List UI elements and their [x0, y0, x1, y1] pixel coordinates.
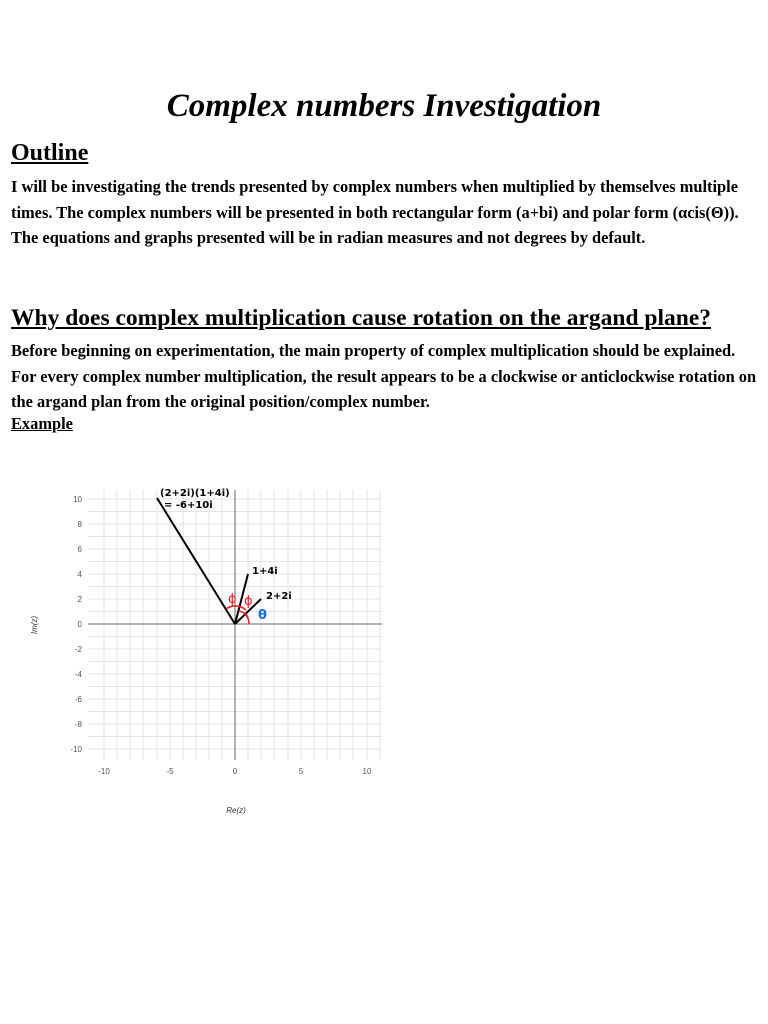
rotation-heading: Why does complex multiplication cause rotation on the argand plane? [11, 305, 712, 331]
product-label-line2: = -6+10i [164, 500, 213, 511]
argand-diagram [20, 470, 400, 830]
product-label-line1: (2+2i)(1+4i) [160, 488, 230, 499]
theta-symbol: θ [258, 608, 267, 623]
y-tick-label: 8 [77, 520, 82, 529]
x-tick-label: 0 [232, 767, 238, 776]
vector-b-label: 2+2i [266, 591, 292, 602]
vector-a-label: 1+4i [252, 566, 278, 577]
phi-symbol: ϕ [228, 592, 237, 607]
outline-heading: Outline [11, 140, 89, 166]
outline-paragraph: I will be investigating the trends presented by complex numbers when multiplied by themselves multiple times. The complex numbers will be presented in both rectangular form (a+bi) and polar form (αcis(Θ)). The equations and graphs presented will be in radian measures and not degrees by default. [11, 177, 739, 247]
x-tick-label: -10 [98, 767, 110, 776]
x-tick-label: 10 [362, 767, 372, 776]
y-tick-label: 0 [77, 620, 82, 629]
x-tick-label: -5 [166, 767, 174, 776]
y-tick-label: -4 [74, 670, 82, 679]
rotation-paragraph: Before beginning on experimentation, the main property of complex multiplication should be explained. For every complex number multiplication, the result appears to be a clockwise or anticlockwise rotation on the argand plan from the original position/complex number. [11, 341, 757, 411]
x-axis-label: Re(z) [226, 806, 246, 815]
x-tick-label: 5 [298, 767, 304, 776]
phi-symbol: ϕ [244, 594, 253, 609]
y-tick-label: -6 [74, 695, 82, 704]
page-title: Complex numbers Investigation [166, 88, 602, 124]
y-axis-label: Im(z) [30, 615, 39, 635]
y-tick-label: -10 [70, 745, 82, 754]
y-tick-label: 6 [77, 545, 82, 554]
y-tick-label: -8 [74, 720, 82, 729]
y-tick-label: 2 [77, 595, 82, 604]
y-tick-label: -2 [74, 645, 82, 654]
y-tick-label: 10 [73, 495, 82, 504]
example-label: Example [11, 414, 73, 433]
y-tick-label: 4 [77, 570, 82, 579]
